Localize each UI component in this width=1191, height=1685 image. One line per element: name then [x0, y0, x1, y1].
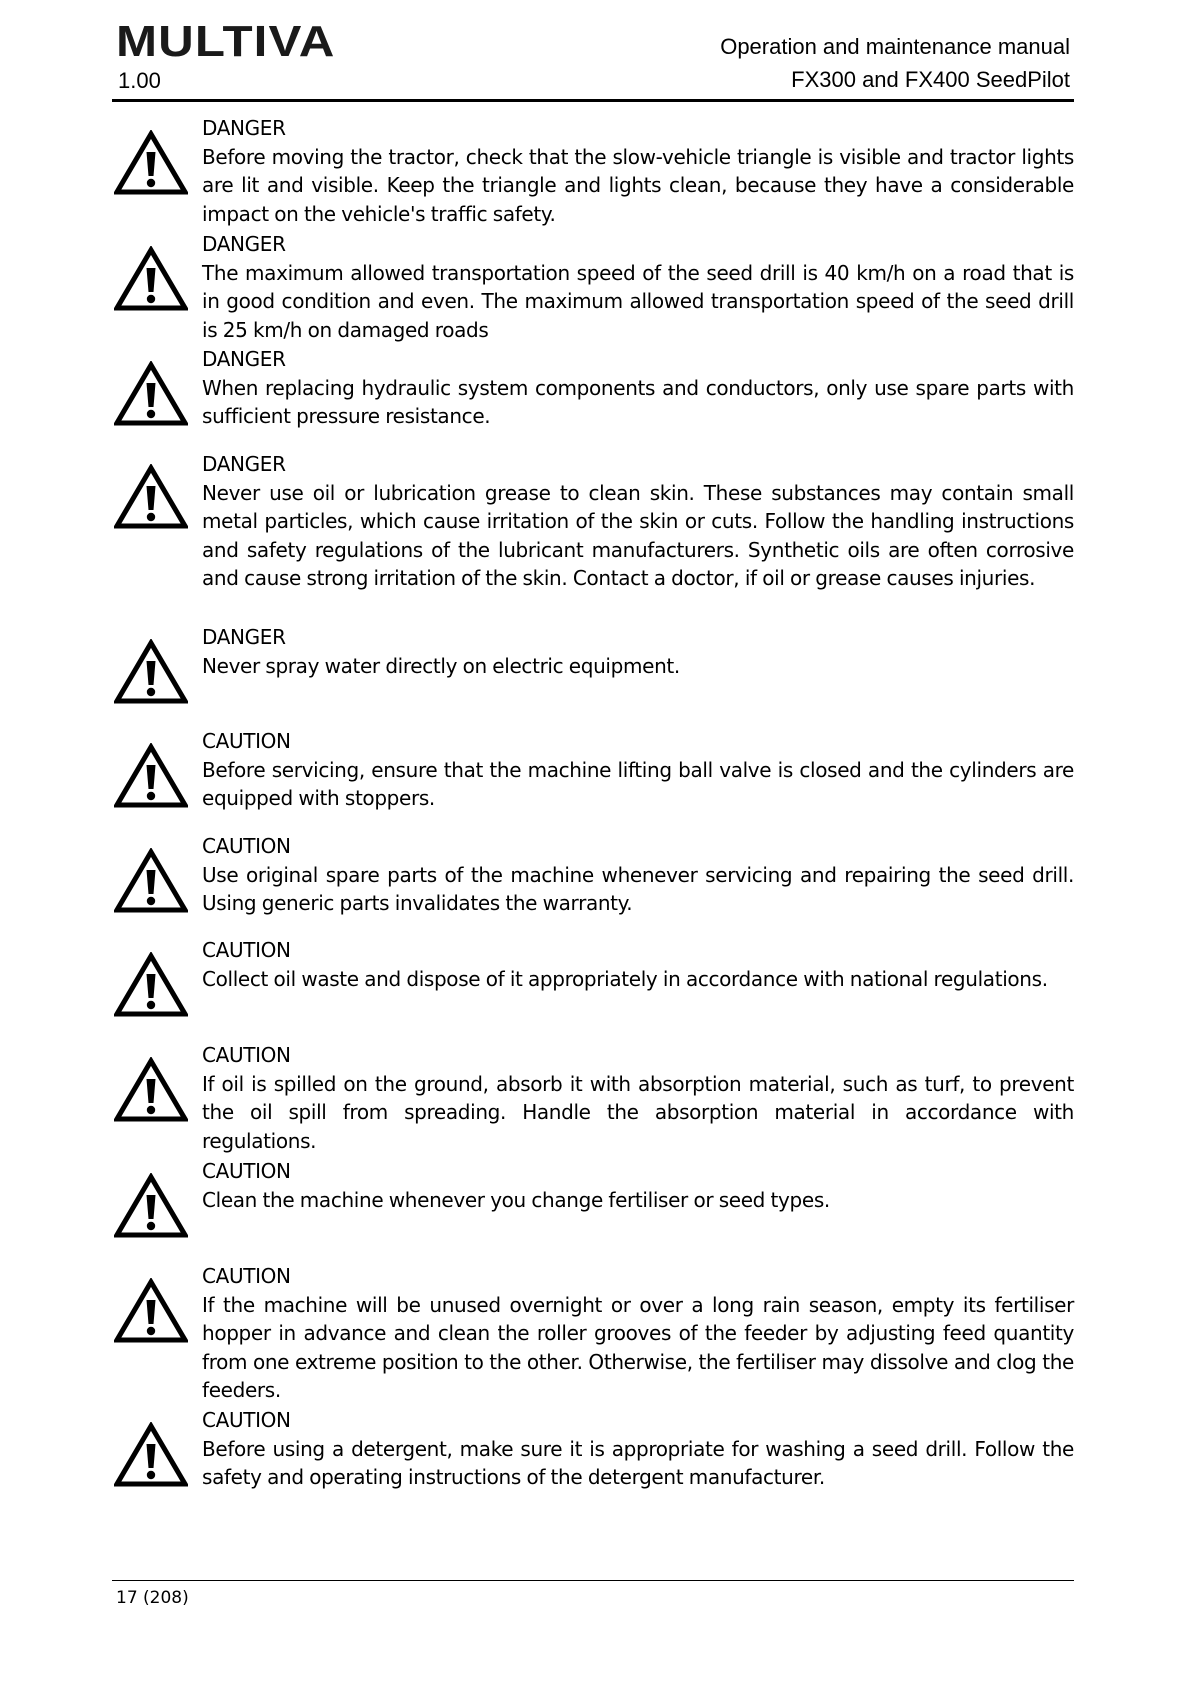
warning-level: DANGER [202, 116, 286, 140]
warning-triangle-icon [114, 246, 188, 312]
warning-level: DANGER [202, 625, 286, 649]
warning-text: Use original spare parts of the machine whenever servicing and repairing the seed drill. Using generic parts invalidates the warranty. [202, 862, 1074, 915]
warning-level: DANGER [202, 452, 286, 476]
warning-level: CAUTION [202, 938, 291, 962]
warning-triangle-icon [114, 130, 188, 196]
warning-content [202, 230, 1074, 344]
header-divider [112, 99, 1074, 102]
warning-text: Clean the machine whenever you change fertiliser or seed types. [202, 1187, 830, 1212]
warning-content [202, 1157, 1074, 1214]
warning-level: CAUTION [202, 834, 291, 858]
warning-level: CAUTION [202, 1043, 291, 1067]
page-header [112, 17, 1074, 102]
warning-text: If the machine will be unused overnight or over a long rain season, empty its fertiliser hopper in advance and clean the roller grooves of the feeder by adjusting feed quantity from one extreme position to the other. Otherwise, the fertiliser may dissolve and clog the feeders. [202, 1292, 1074, 1402]
warning-triangle-icon [114, 848, 188, 914]
warning-level: CAUTION [202, 729, 291, 753]
model-title: FX300 and FX400 SeedPilot [791, 67, 1070, 92]
manual-title: Operation and maintenance manual [720, 34, 1070, 59]
warning-content [202, 623, 1074, 680]
warning-triangle-icon [114, 1173, 188, 1239]
warning-content [202, 450, 1074, 593]
page-number: 17 (208) [116, 1588, 189, 1608]
warning-text: The maximum allowed transportation speed of the seed drill is 40 km/h on a road that is in good condition and even. The maximum allowed transportation speed of the seed drill is 25 km/h on damaged roads [202, 260, 1074, 342]
warning-triangle-icon [114, 361, 188, 427]
warning-content [202, 1262, 1074, 1405]
warning-level: CAUTION [202, 1408, 291, 1432]
warning-triangle-icon [114, 1057, 188, 1123]
warning-content [202, 345, 1074, 431]
footer-divider [112, 1580, 1074, 1581]
warning-triangle-icon [114, 639, 188, 705]
warning-text: Before moving the tractor, check that the slow-vehicle triangle is visible and tractor lights are lit and visible. Keep the triangle and lights clean, because they have a considerable impact on the vehicle's traffic safety. [202, 144, 1074, 226]
warning-text: If oil is spilled on the ground, absorb it with absorption material, such as turf, to prevent the oil spill from spreading. Handle the absorption material in accordance with regulations. [202, 1071, 1074, 1153]
warning-triangle-icon [114, 952, 188, 1018]
warning-text: When replacing hydraulic system components and conductors, only use spare parts with sufficient pressure resistance. [202, 375, 1074, 428]
warning-text: Before servicing, ensure that the machine lifting ball valve is closed and the cylinders are equipped with stoppers. [202, 757, 1074, 810]
warning-text: Never use oil or lubrication grease to clean skin. These substances may contain small metal particles, which cause irritation of the skin or cuts. Follow the handling instructions and safety regulations of the lubricant manufacturers. Synthetic oils are often corrosive and cause strong irritation of the skin. Contact a doctor, if oil or grease causes injuries. [202, 480, 1074, 590]
warning-text: Collect oil waste and dispose of it appropriately in accordance with national regulations. [202, 966, 1048, 991]
warning-triangle-icon [114, 743, 188, 809]
document-version: 1.00 [118, 68, 161, 93]
warning-level: CAUTION [202, 1159, 291, 1183]
multiva-logo: MULTIVA [116, 17, 336, 66]
warning-triangle-icon [114, 464, 188, 530]
warning-triangle-icon [114, 1278, 188, 1344]
warning-triangle-icon [114, 1422, 188, 1488]
warning-level: CAUTION [202, 1264, 291, 1288]
warning-content [202, 936, 1074, 993]
warning-content [202, 114, 1074, 228]
warning-content [202, 1406, 1074, 1492]
warning-content [202, 832, 1074, 918]
warning-level: DANGER [202, 347, 286, 371]
warning-content [202, 727, 1074, 813]
warning-content [202, 1041, 1074, 1155]
warning-level: DANGER [202, 232, 286, 256]
warning-text: Before using a detergent, make sure it is appropriate for washing a seed drill. Follow the safety and operating instructions of the detergent manufacturer. [202, 1436, 1074, 1489]
warning-text: Never spray water directly on electric equipment. [202, 653, 680, 678]
